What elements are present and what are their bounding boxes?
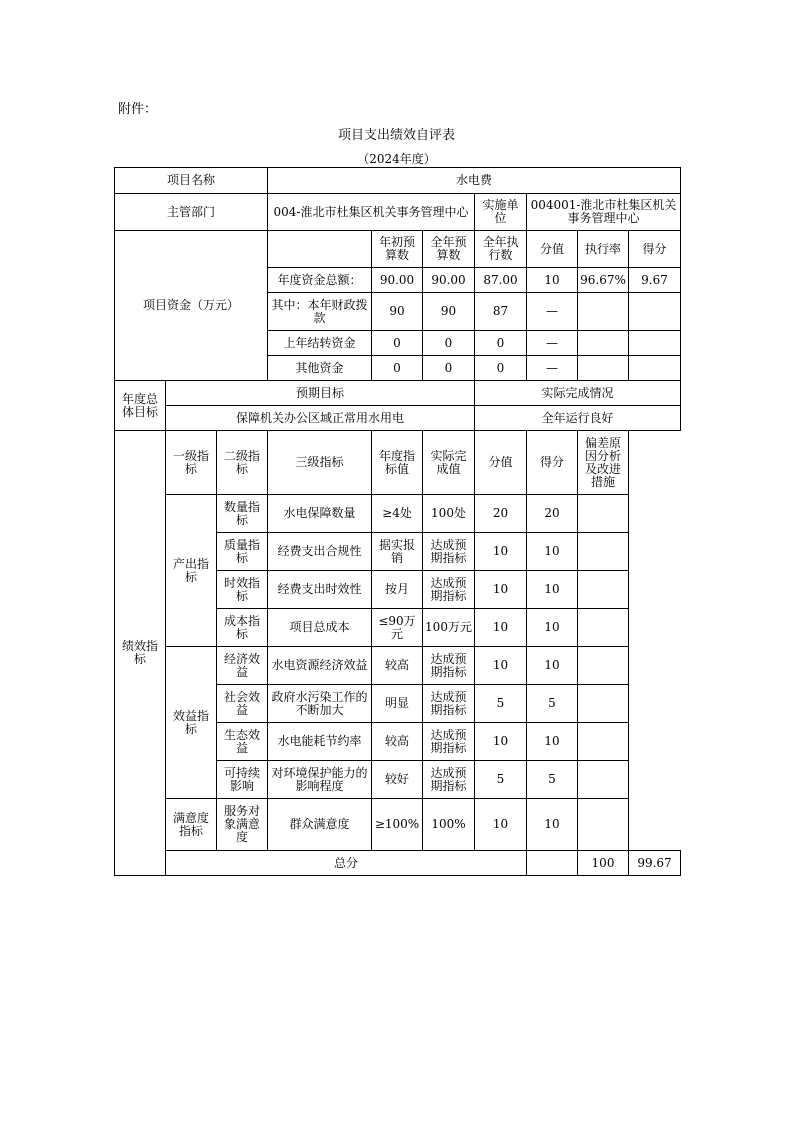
- perf-header: 三级指标: [268, 431, 372, 495]
- total-blank: [527, 851, 578, 876]
- funds-row-label: 上年结转资金: [268, 331, 372, 356]
- got-value: 10: [527, 723, 578, 761]
- actual-value: 达成预期指标: [423, 647, 475, 685]
- funds-cell: 90: [372, 293, 423, 331]
- funds-cell: 10: [527, 268, 578, 293]
- funds-header: 全年执行数: [475, 231, 527, 268]
- self-evaluation-table: [114, 167, 681, 876]
- dept-value: 004-淮北市杜集区机关事务管理中心: [268, 194, 475, 231]
- funds-header: 全年预算数: [423, 231, 475, 268]
- level3-indicator: 政府水污染工作的不断加大: [268, 685, 372, 723]
- funds-cell: 90: [423, 293, 475, 331]
- level2-indicator: 时效指标: [217, 571, 268, 609]
- target-value: ≥100%: [372, 799, 423, 851]
- got-value: 10: [527, 533, 578, 571]
- deviation-note: [578, 723, 629, 761]
- score-value: 10: [475, 609, 527, 647]
- funds-cell: 90.00: [423, 268, 475, 293]
- funds-cell: 87.00: [475, 268, 527, 293]
- impl-unit-label: 实施单位: [475, 194, 527, 231]
- deviation-note: [578, 761, 629, 799]
- funds-cell: 0: [372, 356, 423, 381]
- total-label: 总分: [166, 851, 527, 876]
- total-got: 99.67: [629, 851, 681, 876]
- funds-row-label: 其他资金: [268, 356, 372, 381]
- level3-indicator: 群众满意度: [268, 799, 372, 851]
- score-value: 10: [475, 723, 527, 761]
- level2-indicator: 经济效益: [217, 647, 268, 685]
- expected-goal-header: 预期目标: [166, 381, 475, 406]
- actual-completion-header: 实际完成情况: [475, 381, 681, 406]
- funds-cell: 0: [475, 331, 527, 356]
- funds-cell: [629, 293, 681, 331]
- project-name-label: 项目名称: [115, 168, 268, 194]
- funds-header: 得分: [629, 231, 681, 268]
- funds-label: 项目资金（万元）: [115, 231, 268, 381]
- deviation-note: [578, 609, 629, 647]
- performance-label: 绩效指标: [115, 431, 166, 876]
- funds-cell: 0: [372, 331, 423, 356]
- funds-cell: —: [527, 356, 578, 381]
- deviation-note: [578, 495, 629, 533]
- funds-cell: —: [527, 293, 578, 331]
- target-value: 较好: [372, 761, 423, 799]
- funds-cell: [578, 331, 629, 356]
- expected-goal: 保障机关办公区域正常用水用电: [166, 406, 475, 431]
- funds-cell: —: [527, 331, 578, 356]
- level3-indicator: 对环境保护能力的影响程度: [268, 761, 372, 799]
- score-value: 10: [475, 571, 527, 609]
- perf-header: 分值: [475, 431, 527, 495]
- funds-cell: 90.00: [372, 268, 423, 293]
- got-value: 10: [527, 799, 578, 851]
- funds-row-label: 年度资金总额：: [268, 268, 372, 293]
- target-value: 明显: [372, 685, 423, 723]
- actual-value: 100处: [423, 495, 475, 533]
- level3-indicator: 经费支出合规性: [268, 533, 372, 571]
- level2-indicator: 生态效益: [217, 723, 268, 761]
- perf-header: 实际完成值: [423, 431, 475, 495]
- deviation-note: [578, 647, 629, 685]
- perf-header: 得分: [527, 431, 578, 495]
- perf-header: 二级指标: [217, 431, 268, 495]
- annual-goal-label: 年度总体目标: [115, 381, 166, 431]
- level1-indicator: 满意度指标: [166, 799, 217, 851]
- deviation-note: [578, 685, 629, 723]
- funds-header: 年初预算数: [372, 231, 423, 268]
- funds-header: 分值: [527, 231, 578, 268]
- level2-indicator: 数量指标: [217, 495, 268, 533]
- level1-indicator: 产出指标: [166, 495, 217, 647]
- score-value: 5: [475, 761, 527, 799]
- target-value: 较高: [372, 647, 423, 685]
- attachment-label: 附件：: [118, 102, 158, 117]
- funds-cell: 0: [423, 331, 475, 356]
- actual-value: 100%: [423, 799, 475, 851]
- level2-indicator: 社会效益: [217, 685, 268, 723]
- deviation-note: [578, 533, 629, 571]
- funds-cell: 96.67%: [578, 268, 629, 293]
- level3-indicator: 水电资源经济效益: [268, 647, 372, 685]
- deviation-note: [578, 799, 629, 851]
- level3-indicator: 经费支出时效性: [268, 571, 372, 609]
- actual-value: 达成预期指标: [423, 533, 475, 571]
- got-value: 10: [527, 571, 578, 609]
- perf-header: 偏差原因分析及改进措施: [578, 431, 629, 495]
- dept-label: 主管部门: [115, 194, 268, 231]
- funds-cell: [578, 356, 629, 381]
- deviation-note: [578, 571, 629, 609]
- report-year: （2024年度）: [357, 152, 436, 166]
- actual-completion: 全年运行良好: [475, 406, 681, 431]
- level3-indicator: 水电保障数量: [268, 495, 372, 533]
- level1-indicator: 效益指标: [166, 647, 217, 799]
- level2-indicator: 可持续影响: [217, 761, 268, 799]
- got-value: 5: [527, 761, 578, 799]
- score-value: 20: [475, 495, 527, 533]
- target-value: 按月: [372, 571, 423, 609]
- actual-value: 达成预期指标: [423, 571, 475, 609]
- funds-row-label: 其中：本年财政拨款: [268, 293, 372, 331]
- level2-indicator: 成本指标: [217, 609, 268, 647]
- score-value: 10: [475, 533, 527, 571]
- level3-indicator: 水电能耗节约率: [268, 723, 372, 761]
- got-value: 5: [527, 685, 578, 723]
- funds-header: 执行率: [578, 231, 629, 268]
- score-value: 10: [475, 647, 527, 685]
- funds-cell: 0: [475, 356, 527, 381]
- funds-cell: [629, 331, 681, 356]
- target-value: 较高: [372, 723, 423, 761]
- impl-unit-value: 004001-淮北市杜集区机关事务管理中心: [527, 194, 681, 231]
- got-value: 20: [527, 495, 578, 533]
- target-value: 据实报销: [372, 533, 423, 571]
- actual-value: 100万元: [423, 609, 475, 647]
- page-title: 项目支出绩效自评表: [337, 128, 455, 143]
- funds-header-blank: [268, 231, 372, 268]
- actual-value: 达成预期指标: [423, 723, 475, 761]
- total-score: 100: [578, 851, 629, 876]
- project-name-value: 水电费: [268, 168, 681, 194]
- actual-value: 达成预期指标: [423, 761, 475, 799]
- got-value: 10: [527, 647, 578, 685]
- level3-indicator: 项目总成本: [268, 609, 372, 647]
- target-value: ≥4处: [372, 495, 423, 533]
- level2-indicator: 服务对象满意度: [217, 799, 268, 851]
- perf-header: 一级指标: [166, 431, 217, 495]
- target-value: ≤90万元: [372, 609, 423, 647]
- funds-cell: 9.67: [629, 268, 681, 293]
- funds-cell: [629, 356, 681, 381]
- funds-cell: [578, 293, 629, 331]
- score-value: 10: [475, 799, 527, 851]
- perf-header: 年度指标值: [372, 431, 423, 495]
- funds-cell: 0: [423, 356, 475, 381]
- level2-indicator: 质量指标: [217, 533, 268, 571]
- funds-cell: 87: [475, 293, 527, 331]
- actual-value: 达成预期指标: [423, 685, 475, 723]
- score-value: 5: [475, 685, 527, 723]
- got-value: 10: [527, 609, 578, 647]
